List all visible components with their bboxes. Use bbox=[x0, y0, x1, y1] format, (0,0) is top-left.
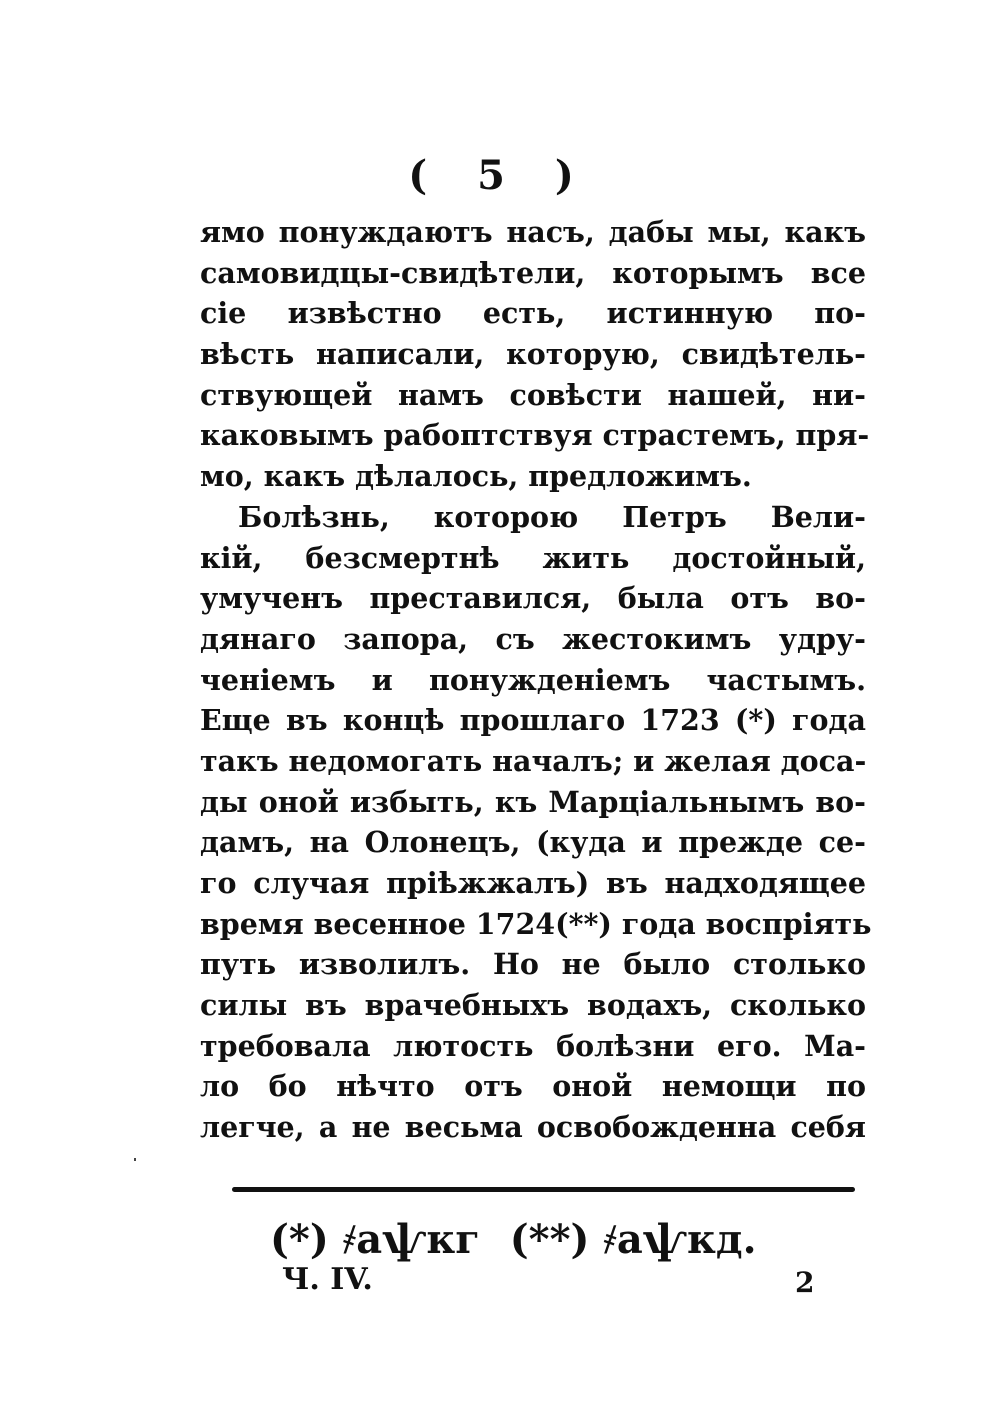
paragraph-first-line: Болѣзнь, которою Петръ Вели- bbox=[238, 499, 866, 534]
text-line: сіе извѣстно есть, истинную по- bbox=[200, 296, 866, 331]
text-line: ствующей намъ совѣсти нашей, ни- bbox=[200, 377, 866, 412]
text-line: каковымъ рабоптствуя страстемъ, пря- bbox=[200, 418, 870, 453]
text-line: вѣсть написали, которую, свидѣтель- bbox=[200, 337, 866, 372]
footnote-2: (**) ҂аѱкд. bbox=[509, 1216, 757, 1263]
text-line: легче, а не весьма освобожденна себя bbox=[200, 1110, 866, 1145]
sheet-number: 2 bbox=[795, 1266, 815, 1299]
text-line: умученъ преставился, была отъ во- bbox=[200, 581, 866, 616]
text-line: путь изволилъ. Но не было столько bbox=[200, 947, 866, 982]
footnote-1: (*) ҂аѱкг bbox=[270, 1216, 480, 1263]
page-number: ( 5 ) bbox=[408, 152, 592, 199]
text-line: Еще въ концѣ прошлаго 1723 (*) года bbox=[200, 703, 866, 738]
text-line: ды оной избыть, къ Марціальнымъ во- bbox=[200, 784, 866, 819]
text-line: ямо понуждаютъ насъ, дабы мы, какъ bbox=[200, 215, 866, 249]
signature-mark: Ч. IV. bbox=[282, 1262, 373, 1297]
text-line: такъ недомогать началъ; и желая доса- bbox=[200, 743, 867, 778]
text-line: ченіемъ и понужденіемъ частымъ. bbox=[200, 662, 866, 697]
text-line: мо, какъ дѣлалось, предложимъ. bbox=[200, 459, 752, 494]
footnote-divider bbox=[232, 1187, 855, 1192]
text-line: требовала лютость болѣзни его. Ма- bbox=[200, 1028, 866, 1063]
text-line: силы въ врачебныхъ водахъ, сколько bbox=[200, 988, 866, 1023]
footnotes bbox=[270, 1216, 757, 1263]
text-line: дамъ, на Олонецъ, (куда и прежде се- bbox=[200, 825, 866, 860]
ink-speck bbox=[134, 1158, 136, 1161]
text-line: время весенное 1724(**) года воспріять bbox=[200, 906, 872, 941]
body-text bbox=[200, 212, 872, 1148]
text-line: самовидцы-свидѣтели, которымъ все bbox=[200, 255, 866, 290]
text-line: кій, безсмертнѣ жить достойный, bbox=[200, 540, 866, 575]
text-line: го случая пріѣжжалъ) въ надходящее bbox=[200, 866, 866, 900]
text-line: дянаго запора, съ жестокимъ удру- bbox=[200, 621, 866, 656]
text-line: ло бо нѣчто отъ оной немощи по bbox=[200, 1069, 866, 1104]
